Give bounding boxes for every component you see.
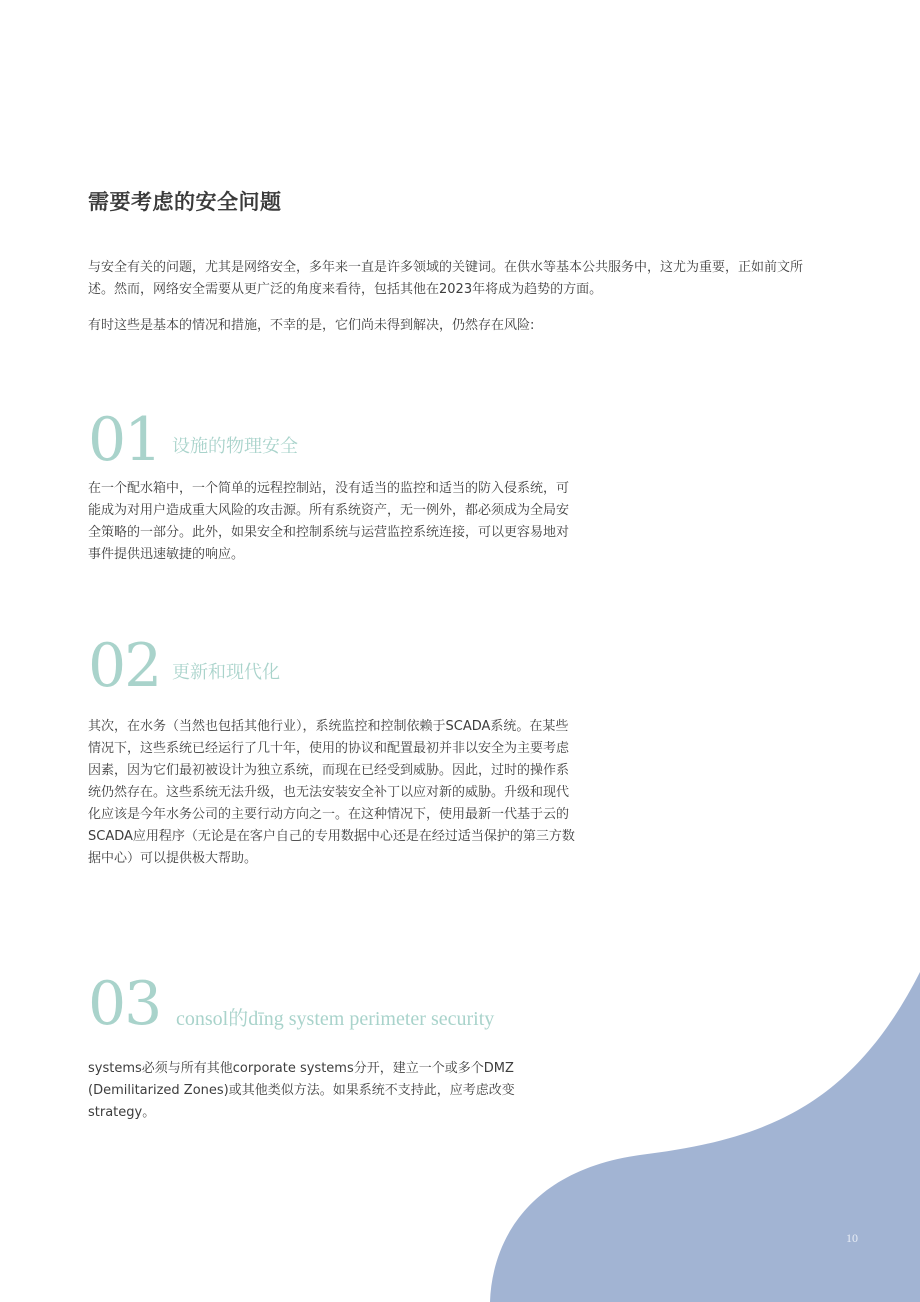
section-header (88, 405, 578, 475)
page-number: 10 (846, 1231, 858, 1245)
section-title: consol的dīng system perimeter security (176, 1008, 495, 1030)
section-title: 设施的物理安全 (172, 436, 298, 457)
section-body: 其次，在水务（当然也包括其他行业），系统监控和控制依赖于SCADA系统。在某些情况下，这些系统已经运行了几十年，使用的协议和配置最初并非以安全为主要考虑因素，因为它们最初被设计为独立系统，而现在已经受到威胁。因此，过时的操作系统仍然存在。这些系统无法升级，也无法安装安全补丁以应对新的威胁。升级和现代化应该是今年水务公司的主要行动方向之一。在这种情况下，使用最新一代基于云的SCADA应用程序（无论是在客户自己的专用数据中心还是在经过适当保护的第三方数据中心）可以提供极大帮助。 (88, 719, 575, 866)
section-body: 在一个配水箱中，一个简单的远程控制站，没有适当的监控和适当的防入侵系统，可能成为对用户造成重大风险的攻击源。所有系统资产，无一例外，都必须成为全局安全策略的一部分。此外，如果安全和控制系统与运营监控系统连接，可以更容易地对事件提供迅速敏捷的响应。 (88, 481, 570, 562)
section-header (88, 631, 578, 701)
section-01 (88, 405, 578, 566)
section-number: 01 (88, 405, 161, 475)
intro-paragraph-1: 与安全有关的问题，尤其是网络安全，多年来一直是许多领域的关键词。在供水等基本公共服务中，这尤为重要，正如前文所述。然而，网络安全需要从更广泛的角度来看待，包括其他在2023年将成为趋势的方面。 (88, 260, 804, 297)
section-title: 更新和现代化 (172, 662, 280, 683)
section-header (88, 969, 578, 1039)
section-03 (88, 969, 578, 1124)
section-number: 02 (88, 631, 161, 701)
section-number: 03 (88, 969, 161, 1039)
intro-text (88, 257, 828, 351)
section-02 (88, 631, 578, 870)
section-body: systems必须与所有其他corporate systems分开，建立一个或多个DMZ (Demilitarized Zones)或其他类似方法。如果系统不支持此，应考虑改变strategy。 (88, 1061, 515, 1120)
intro-paragraph-2: 有时这些是基本的情况和措施，不幸的是，它们尚未得到解决，仍然存在风险: (88, 318, 535, 333)
page-title: 需要考虑的安全问题 (88, 190, 282, 214)
